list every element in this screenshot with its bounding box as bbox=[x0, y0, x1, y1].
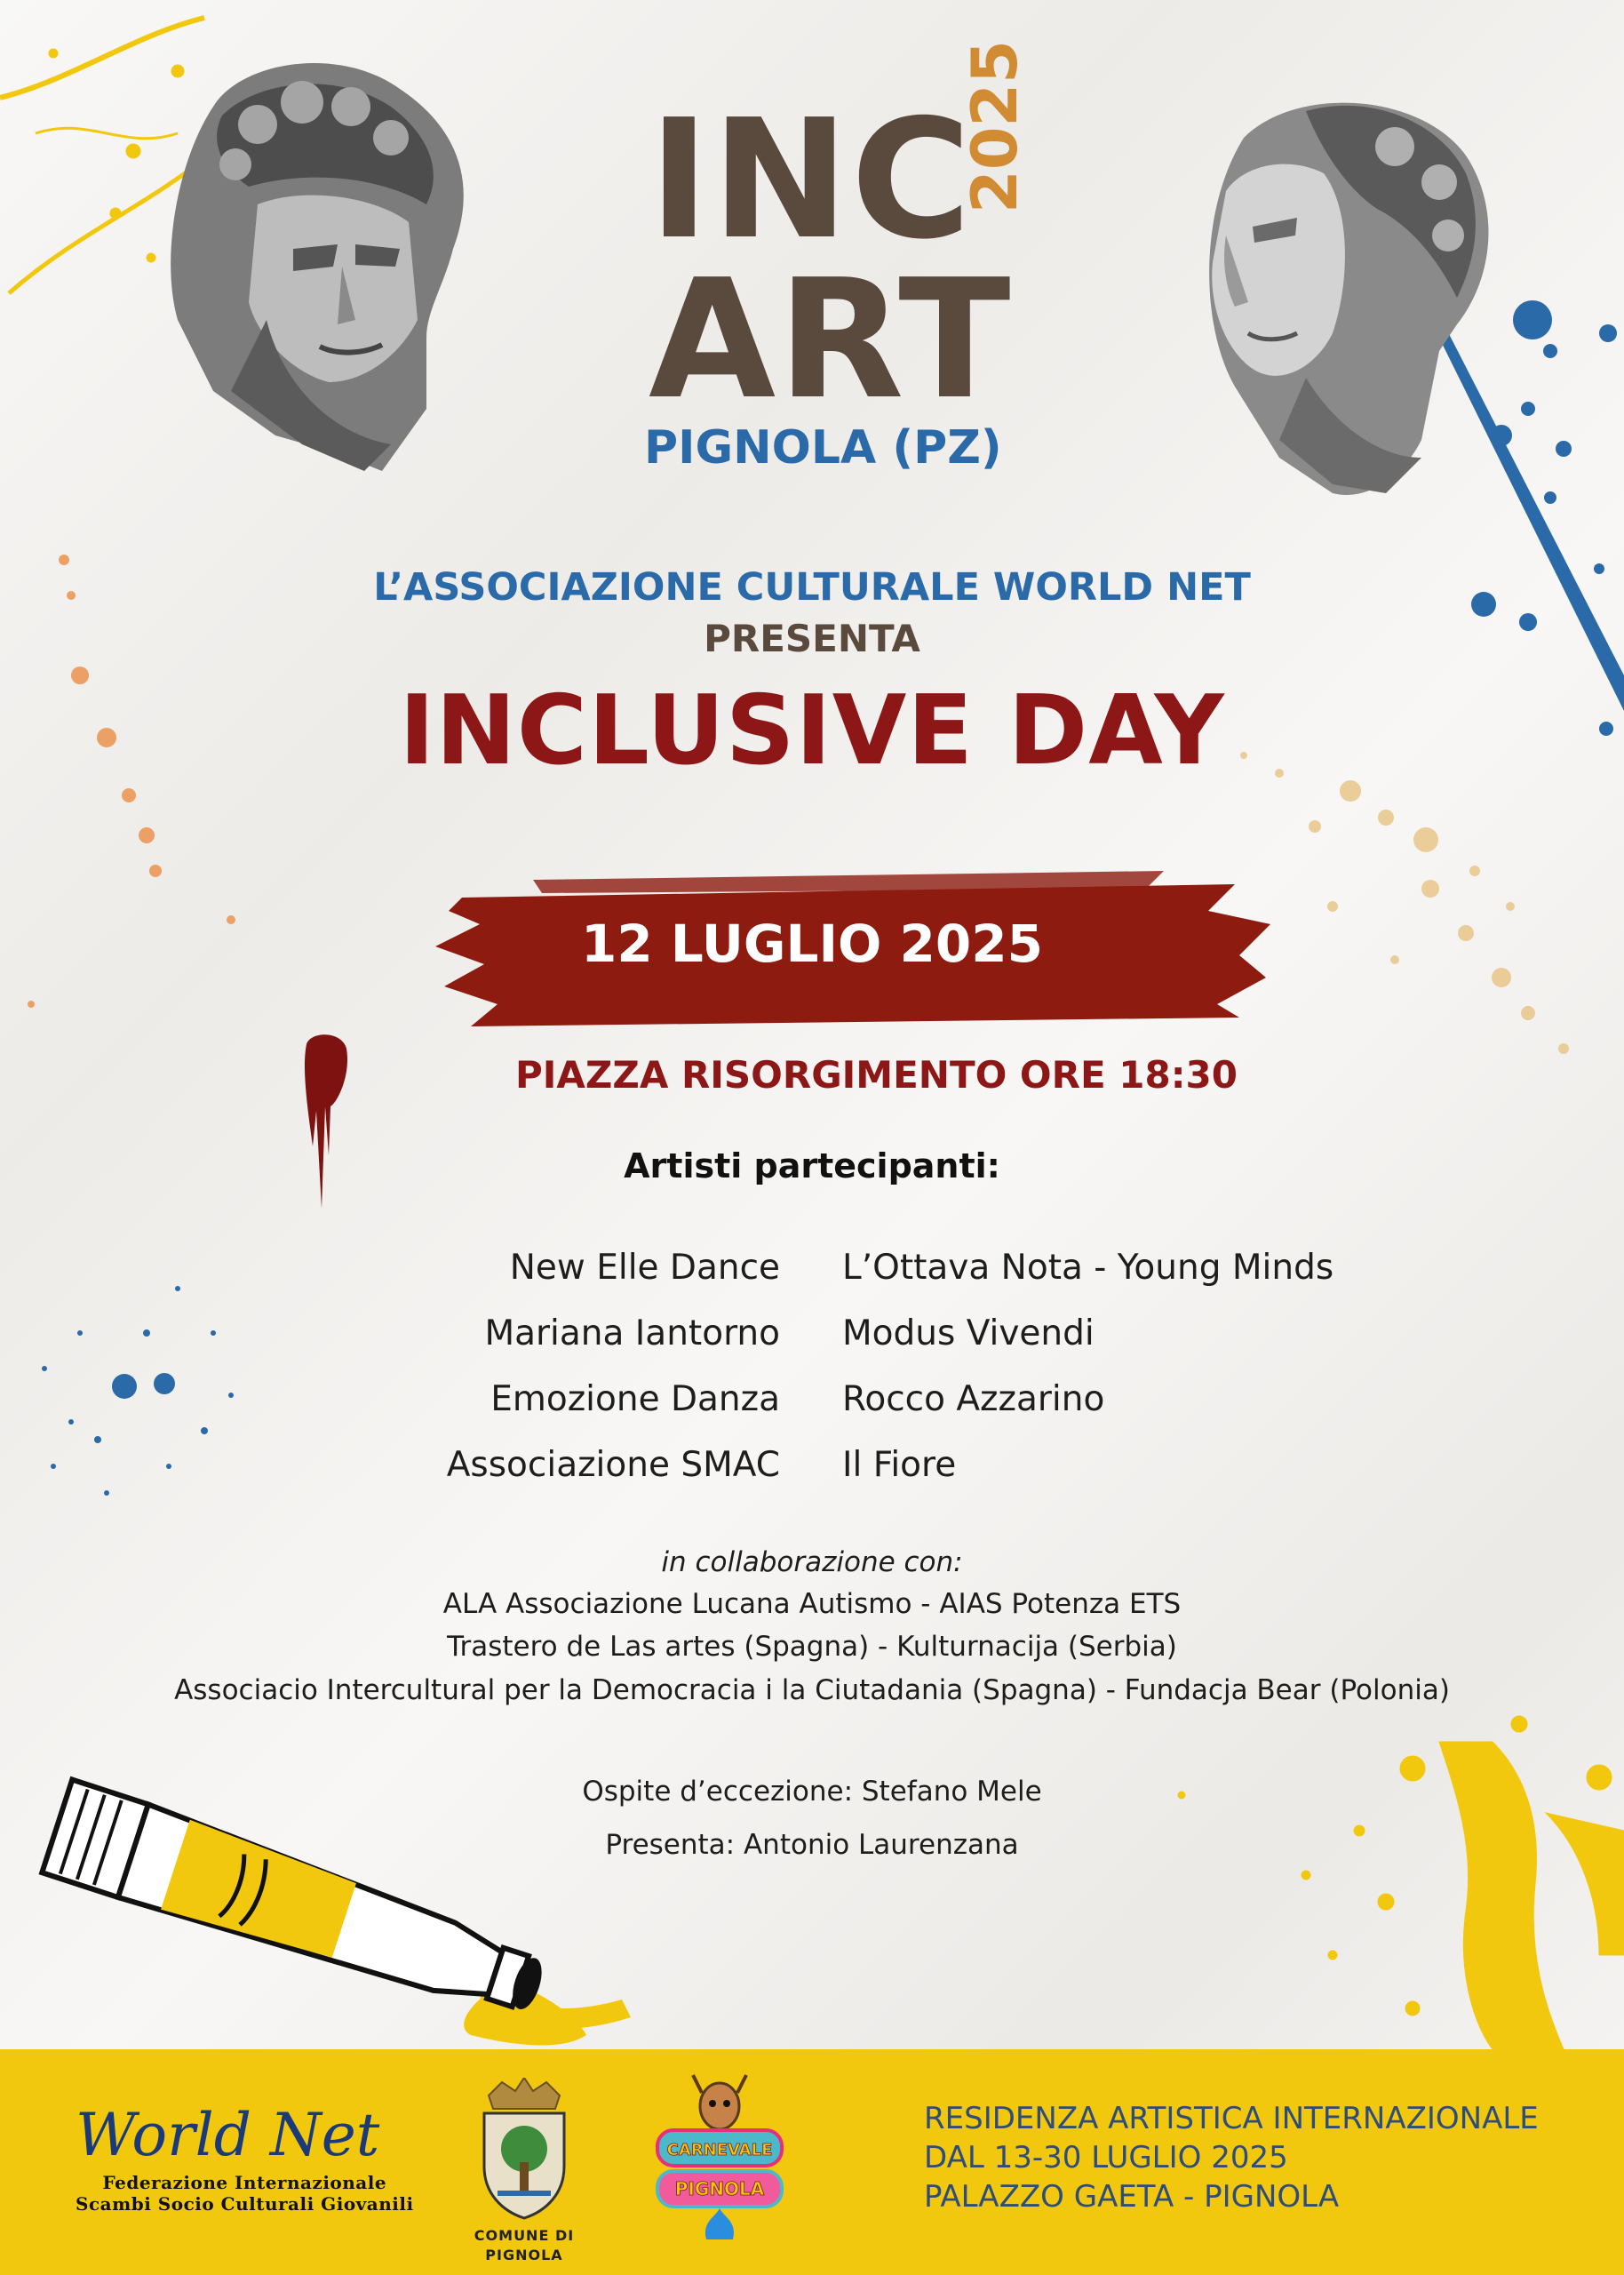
event-venue-time: PIAZZA RISORGIMENTO ORE 18:30 bbox=[515, 1053, 1238, 1097]
artist-name: L’Ottava Nota - Young Minds bbox=[842, 1248, 1334, 1288]
comune-label-2: PIGNOLA bbox=[485, 2247, 563, 2264]
coat-of-arms-icon bbox=[475, 2078, 573, 2220]
artist-name: Modus Vivendi bbox=[842, 1313, 1095, 1353]
yellow-splatter-bottom-right bbox=[1178, 1716, 1624, 2049]
comune-label-1: COMUNE DI bbox=[474, 2227, 575, 2244]
event-title: INCLUSIVE DAY bbox=[399, 675, 1225, 786]
special-guest: Ospite d’eccezione: Stefano Mele bbox=[582, 1776, 1042, 1808]
artists-left-column bbox=[447, 1235, 780, 1498]
collaboration-line: Associacio Intercultural per la Democracia i la Ciutadania (Spagna) - Fundacja Bear (Polonia) bbox=[174, 1674, 1450, 1706]
blue-splatter-left bbox=[42, 1286, 234, 1496]
gold-dots-right bbox=[1240, 752, 1569, 1054]
statue-head-right-image bbox=[1173, 84, 1510, 502]
title-line-inc: INC bbox=[649, 84, 974, 275]
worldnet-logo bbox=[76, 2101, 414, 2215]
collaboration-line: Trastero de Las artes (Spagna) - Kulturnacija (Serbia) bbox=[447, 1631, 1177, 1663]
collaboration-line: ALA Associazione Lucana Autismo - AIAS Potenza ETS bbox=[442, 1588, 1182, 1620]
artist-name: New Elle Dance bbox=[509, 1248, 780, 1288]
association-name: L’ASSOCIAZIONE CULTURALE WORLD NET bbox=[373, 565, 1251, 610]
presents-label: PRESENTA bbox=[704, 617, 920, 660]
artist-name: Associazione SMAC bbox=[446, 1445, 780, 1485]
worldnet-logo-text: World Net bbox=[76, 2101, 380, 2169]
comune-di-pignola-logo bbox=[462, 2078, 586, 2264]
statue-head-left-image bbox=[160, 53, 489, 471]
residency-line-3: PALAZZO GAETA - PIGNOLA bbox=[924, 2179, 1340, 2215]
residency-info bbox=[924, 2099, 1539, 2216]
artist-name: Mariana Iantorno bbox=[484, 1313, 780, 1353]
carnevale-bottom-text: PIGNOLA bbox=[674, 2178, 765, 2199]
title-year: 2025 bbox=[959, 40, 1031, 213]
artist-name: Il Fiore bbox=[842, 1445, 957, 1485]
artists-right-column bbox=[842, 1235, 1333, 1498]
worldnet-subtitle-1: Federazione Internazionale bbox=[102, 2172, 387, 2193]
worldnet-subtitle-2: Scambi Socio Culturali Giovanili bbox=[76, 2193, 414, 2215]
location-label: PIGNOLA (PZ) bbox=[644, 421, 1002, 475]
paint-tube-image bbox=[9, 1768, 631, 2053]
residency-line-2: DAL 13-30 LUGLIO 2025 bbox=[924, 2140, 1288, 2175]
carnevale-top-text: CARNEVALE bbox=[666, 2141, 773, 2159]
residency-line-1: RESIDENZA ARTISTICA INTERNAZIONALE bbox=[924, 2101, 1539, 2136]
carnevale-pignola-logo bbox=[649, 2066, 791, 2244]
event-date: 12 LUGLIO 2025 bbox=[581, 914, 1043, 974]
artist-name: Rocco Azzarino bbox=[842, 1379, 1105, 1419]
artist-name: Emozione Danza bbox=[490, 1379, 780, 1419]
host-label: Presenta: Antonio Laurenzana bbox=[605, 1829, 1019, 1861]
artists-heading: Artisti partecipanti: bbox=[624, 1146, 1000, 1185]
title-line-art: ART bbox=[649, 243, 1013, 435]
collaboration-heading: in collaborazione con: bbox=[661, 1546, 963, 1578]
